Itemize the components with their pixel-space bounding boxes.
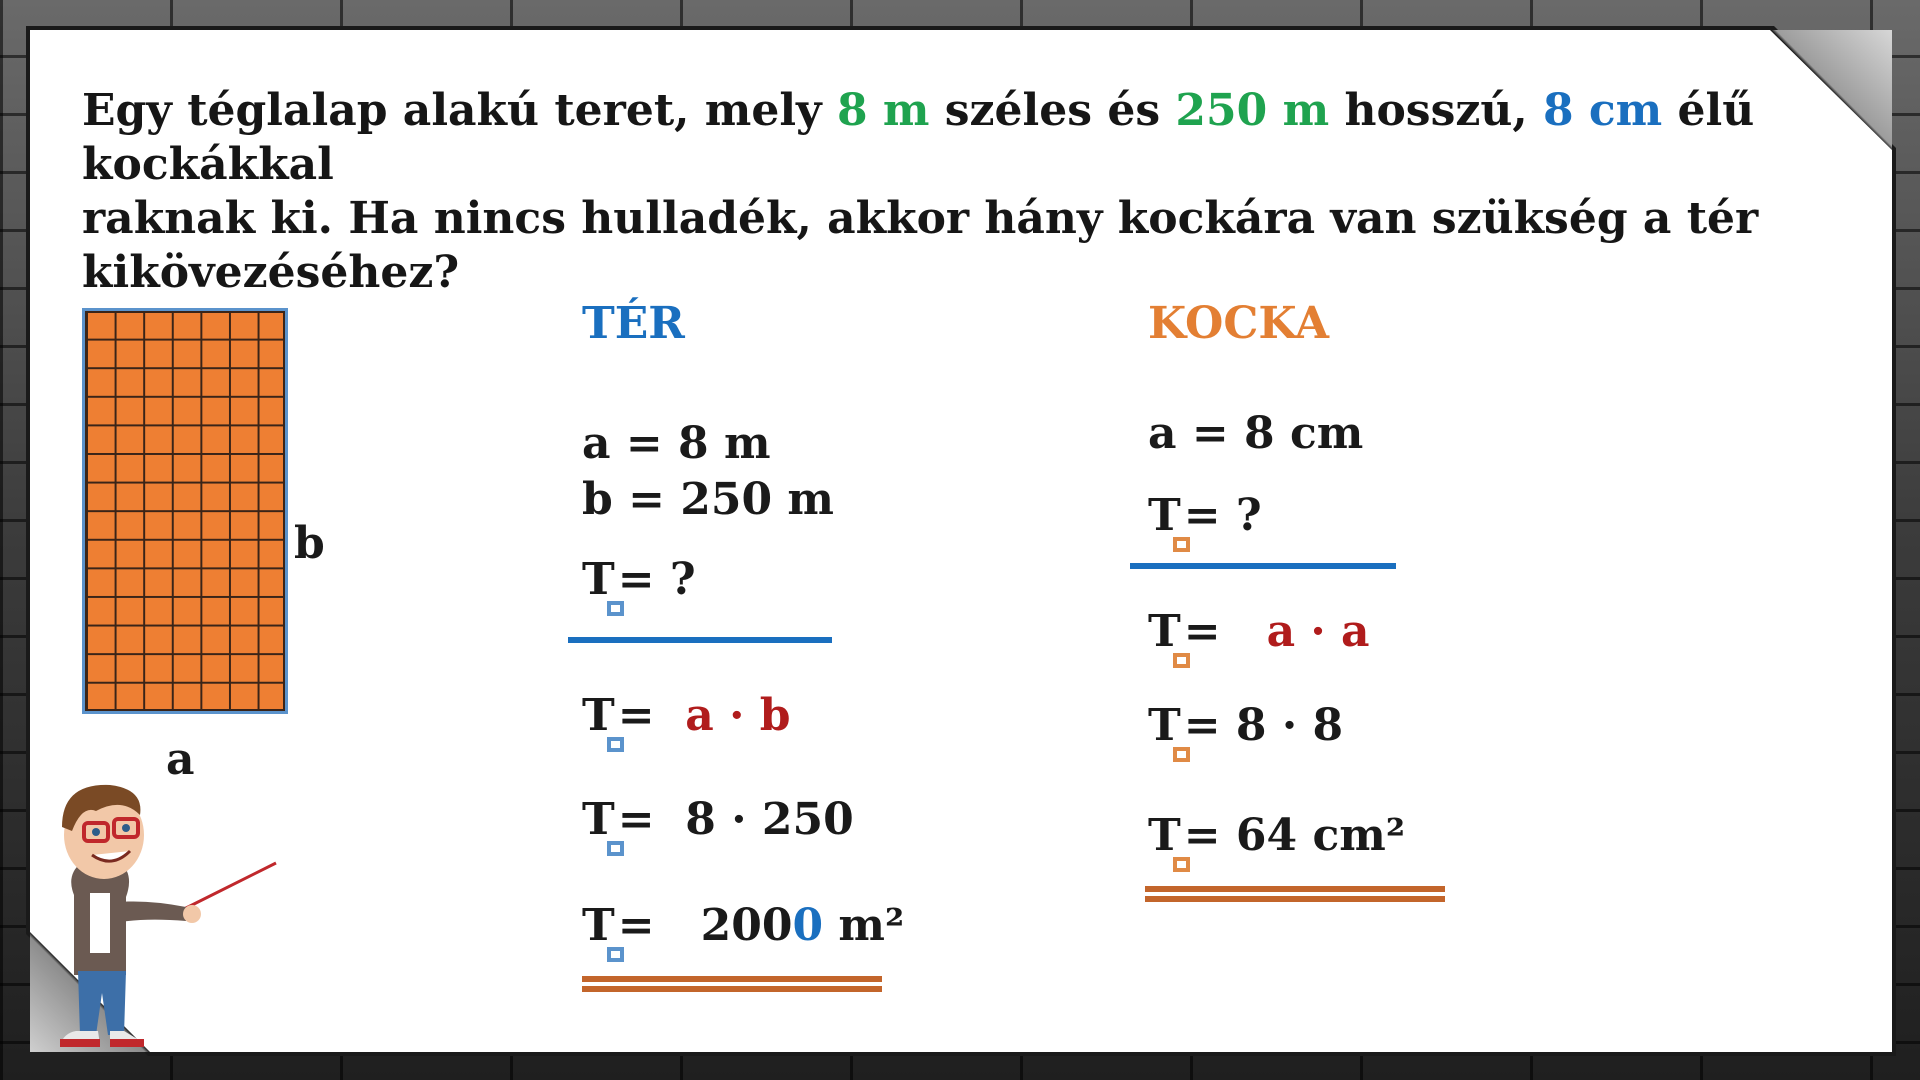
question-length: 250 m — [1175, 85, 1330, 136]
kocka-result — [1148, 810, 1405, 861]
kocka-T: T — [1148, 810, 1181, 861]
ter-result-eq: = — [617, 900, 655, 951]
kocka-calc-text: = 8 · 8 — [1183, 700, 1344, 751]
ter-unknown-text: = ? — [617, 554, 696, 605]
ter-result-unit: m² — [838, 900, 905, 951]
ter-result-main: 200 — [700, 900, 793, 951]
teacher-pointer-illustration — [26, 775, 286, 1055]
kocka-T: T — [1148, 606, 1181, 657]
kocka-double-underline — [1145, 886, 1445, 902]
ter-double-underline — [582, 976, 882, 992]
question-width: 8 m — [836, 85, 930, 136]
ter-formula-eq: = — [617, 690, 655, 741]
question-line2: raknak ki. Ha nincs hulladék, akkor hány kockára van szükség a tér kikövezéséhez? — [82, 193, 1759, 298]
area-subscript-icon — [607, 841, 624, 856]
kocka-calc — [1148, 700, 1343, 751]
ter-result — [582, 900, 904, 951]
area-subscript-icon — [1173, 747, 1190, 762]
question-edge: 8 cm — [1542, 85, 1663, 136]
ter-T: T — [582, 900, 615, 951]
tile-grid — [85, 311, 285, 711]
question-part4: élű kockákkal — [82, 85, 1755, 190]
ter-T: T — [582, 554, 615, 605]
ter-T: T — [582, 794, 615, 845]
area-subscript-icon — [607, 601, 624, 616]
ter-given-a: a = 8 m — [582, 418, 771, 469]
kocka-separator-line — [1130, 563, 1396, 569]
ter-unknown — [582, 554, 696, 605]
tiled-rectangle — [82, 308, 288, 714]
ter-title: TÉR — [582, 298, 685, 349]
side-a-label: a — [166, 734, 195, 785]
kocka-given-a: a = 8 cm — [1148, 408, 1364, 459]
kocka-title: KOCKA — [1148, 298, 1330, 349]
kocka-unknown-text: = ? — [1183, 490, 1262, 541]
kocka-formula-eq: = — [1183, 606, 1221, 657]
kocka-T: T — [1148, 700, 1181, 751]
ter-calc-text: 8 · 250 — [685, 794, 854, 845]
ter-formula — [582, 690, 791, 741]
question-part3: hosszú, — [1329, 85, 1543, 136]
question-text — [82, 84, 1862, 300]
area-subscript-icon — [607, 947, 624, 962]
kocka-result-text: = 64 cm² — [1183, 810, 1406, 861]
ter-separator-line — [568, 637, 832, 643]
kocka-formula — [1148, 606, 1370, 657]
ter-T: T — [582, 690, 615, 741]
area-subscript-icon — [1173, 537, 1190, 552]
kocka-unknown — [1148, 490, 1262, 541]
ter-result-zero: 0 — [792, 900, 824, 951]
question-part2: széles és — [929, 85, 1176, 136]
kocka-T: T — [1148, 490, 1181, 541]
ter-calc-eq: = — [617, 794, 655, 845]
side-b-label: b — [294, 518, 325, 569]
area-subscript-icon — [1173, 653, 1190, 668]
ter-calc — [582, 794, 854, 845]
kocka-formula-text: a · a — [1266, 606, 1370, 657]
question-part1: Egy téglalap alakú teret, mely — [82, 85, 837, 136]
ter-given-b: b = 250 m — [582, 474, 834, 525]
area-subscript-icon — [1173, 857, 1190, 872]
area-subscript-icon — [607, 737, 624, 752]
ter-formula-text: a · b — [685, 690, 791, 741]
